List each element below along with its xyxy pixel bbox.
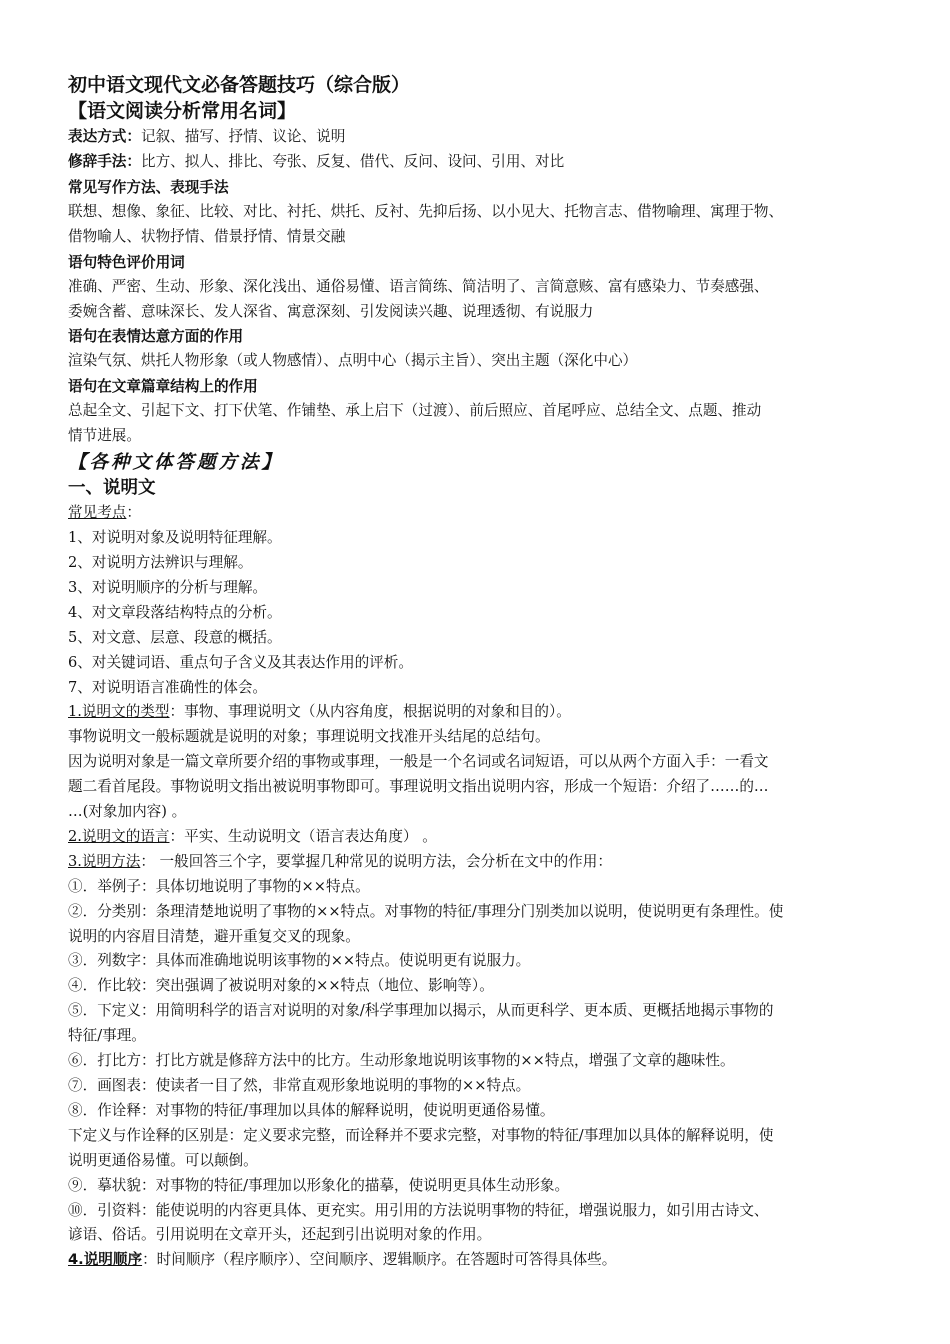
eval-line-1: 准确、严密、生动、形象、深化浅出、通俗易懂、语言简练、简洁明了、言简意赅、富有感染力、节奏感强、 bbox=[68, 277, 769, 295]
method-line bbox=[68, 850, 890, 875]
writing-line-1: 联想、想像、象征、比较、对比、衬托、烘托、反衬、先抑后扬、以小见大、托物言志、借物喻理、寓理于物、 bbox=[68, 202, 784, 220]
document-page bbox=[68, 72, 890, 1273]
list-item: 说明的内容眉目清楚，避开重复交叉的现象。 bbox=[68, 927, 360, 945]
list-item: 2、对说明方法辨识与理解。 bbox=[68, 553, 253, 571]
structure-line-2: 情节进展。 bbox=[68, 427, 141, 445]
language-line bbox=[68, 825, 890, 850]
subsection-expository: 一、说明文 bbox=[68, 478, 156, 499]
points-colon: ： bbox=[126, 504, 141, 522]
list-item: 特征/事理。 bbox=[68, 1027, 146, 1045]
rhetoric-text: 比方、拟人、排比、夸张、反复、借代、反问、设问、引用、对比 bbox=[140, 152, 565, 170]
type-label: 1.说明文的类型 bbox=[68, 703, 170, 721]
list-item: 下定义与作诠释的区别是：定义要求完整，而诠释并不要求完整，对事物的特征/事理加以具体的解释说明，使 bbox=[68, 1126, 774, 1144]
points-label-line bbox=[68, 501, 890, 526]
section-heading-genres: 【各种文体答题方法】 bbox=[68, 452, 284, 474]
type-detail-1: 因为说明对象是一篇文章所要介绍的事物或事理，一般是一个名词或名词短语，可以从两个方面入手：一看文 bbox=[68, 753, 769, 771]
order-line bbox=[68, 1248, 890, 1273]
expression-text: 记叙、描写、抒情、议论、说明 bbox=[140, 128, 346, 145]
rhetoric-label: 修辞手法： bbox=[68, 152, 141, 170]
eval-heading: 语句特色评价用词 bbox=[68, 253, 185, 271]
list-item: ⑤．下定义：用简明科学的语言对说明的对象/科学事理加以揭示，从而更科学、更本质、更概括地揭示事物的 bbox=[68, 1002, 774, 1020]
list-item: 7、对说明语言准确性的体会。 bbox=[68, 678, 268, 696]
emotion-text: 渲染气氛、烘托人物形象（或人物感情）、点明中心（揭示主旨）、突出主题（深化中心） bbox=[68, 352, 638, 370]
method-label: 3.说明方法 bbox=[68, 852, 141, 870]
list-item: 1、对说明对象及说明特征理解。 bbox=[68, 529, 282, 547]
list-item: 6、对关键词语、重点句子含义及其表达作用的评析。 bbox=[68, 653, 413, 671]
points-label: 常见考点 bbox=[68, 504, 127, 522]
section-heading-terms: 【语文阅读分析常用名词】 bbox=[68, 100, 297, 122]
list-item: 3、对说明顺序的分析与理解。 bbox=[68, 578, 268, 596]
expression-line bbox=[68, 125, 890, 150]
writing-heading: 常见写作方法、表现手法 bbox=[68, 178, 229, 196]
list-item: ②．分类别：条理清楚地说明了事物的××特点。对事物的特征/事理分门别类加以说明，使说明更有条理性。使 bbox=[68, 902, 784, 920]
language-text: ：平实、生动说明文（语言表达角度） 。 bbox=[169, 827, 437, 845]
list-item: 说明更通俗易懂。可以颠倒。 bbox=[68, 1151, 258, 1169]
list-item: 谚语、俗话。引用说明在文章开头，还起到引出说明对象的作用。 bbox=[68, 1226, 492, 1244]
list-item: ⑦．画图表：使读者一目了然，非常直观形象地说明的事物的××特点。 bbox=[68, 1077, 531, 1094]
method-text: ： 一般回答三个字，要掌握几种常见的说明方法，会分析在文中的作用： bbox=[140, 852, 612, 870]
rhetoric-line bbox=[68, 150, 890, 175]
list-item: ⑩．引资料：能使说明的内容更具体、更充实。用引用的方法说明事物的特征，增强说服力，如引用古诗文、 bbox=[68, 1201, 769, 1219]
list-item: ⑧．作诠释：对事物的特征/事理加以具体的解释说明，使说明更通俗易懂。 bbox=[68, 1101, 555, 1119]
language-label: 2.说明文的语言 bbox=[68, 827, 170, 845]
list-item: ①．举例子：具体切地说明了事物的××特点。 bbox=[68, 877, 370, 895]
list-item: ④．作比较：突出强调了被说明对象的××特点（地位、影响等）。 bbox=[68, 977, 494, 995]
list-item: 5、对文意、层意、段意的概括。 bbox=[68, 628, 282, 646]
order-label: 4.说明顺序 bbox=[68, 1251, 143, 1269]
list-item: ⑨．摹状貌：对事物的特征/事理加以形象化的描摹，使说明更具体生动形象。 bbox=[68, 1176, 570, 1194]
type-line bbox=[68, 700, 890, 725]
list-item: 4、对文章段落结构特点的分析。 bbox=[68, 603, 282, 621]
type-detail-3: …(对象加内容) 。 bbox=[68, 803, 187, 821]
order-text: ：时间顺序（程序顺序）、空间顺序、逻辑顺序。在答题时可答得具体些。 bbox=[142, 1251, 617, 1269]
list-item: ⑥．打比方：打比方就是修辞方法中的比方。生动形象地说明该事物的××特点，增强了文章的趣味性。 bbox=[68, 1052, 735, 1070]
expression-label: 表达方式： bbox=[68, 128, 141, 145]
type-detail-2: 题二看首尾段。事物说明文指出被说明事物即可。事理说明文指出说明内容，形成一个短语：介绍了……的… bbox=[68, 778, 769, 796]
emotion-heading: 语句在表情达意方面的作用 bbox=[68, 328, 244, 346]
structure-line-1: 总起全文、引起下文、打下伏笔、作铺垫、承上启下（过渡）、前后照应、首尾呼应、总结全文、点题、推动 bbox=[68, 402, 762, 420]
type-note: 事物说明文一般标题就是说明的对象；事理说明文找准开头结尾的总结句。 bbox=[68, 728, 550, 746]
points-list bbox=[68, 526, 890, 700]
structure-heading: 语句在文章篇章结构上的作用 bbox=[68, 378, 258, 396]
list-item: ③．列数字：具体而准确地说明该事物的××特点。使说明更有说服力。 bbox=[68, 952, 531, 970]
eval-line-2: 委婉含蓄、意味深长、发人深省、寓意深刻、引发阅读兴趣、说理透彻、有说服力 bbox=[68, 302, 594, 320]
type-text: ：事物、事理说明文（从内容角度，根据说明的对象和目的）。 bbox=[169, 703, 571, 721]
doc-title: 初中语文现代文必备答题技巧（综合版） bbox=[68, 74, 411, 96]
methods-list bbox=[68, 875, 890, 1249]
writing-line-2: 借物喻人、状物抒情、借景抒情、情景交融 bbox=[68, 227, 346, 245]
